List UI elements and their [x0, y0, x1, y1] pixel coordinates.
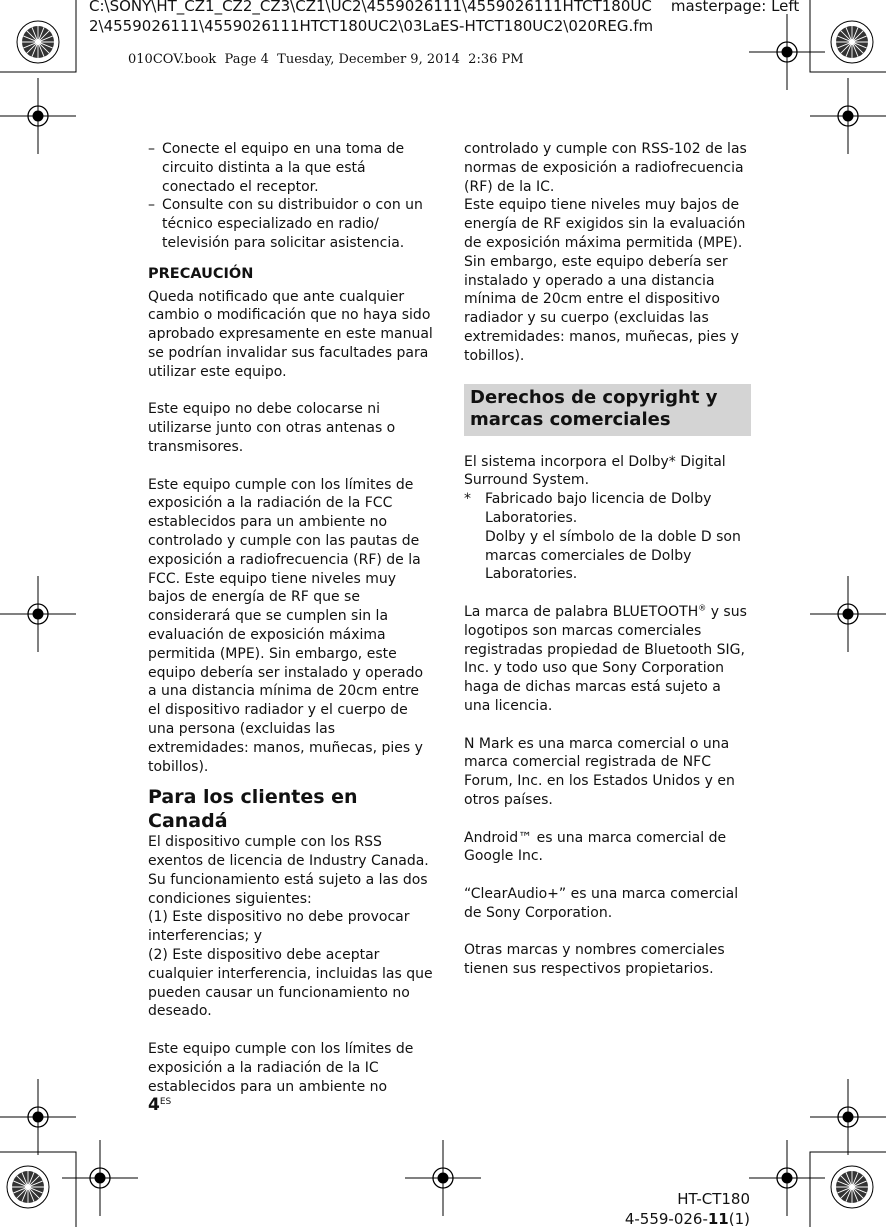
- paragraph: Queda notificado que ante cualquier cambio o modificación que no haya sido aprobado expresamente en este manual se podrían invalidar sus facultades para utilizar este equipo.: [148, 288, 433, 380]
- canada-heading: Para los clientes en Canadá: [148, 786, 358, 833]
- masterpage-label: masterpage: Left: [670, 0, 800, 15]
- paragraph: “ClearAudio+” es una marca comercial de Sony Corporation.: [464, 885, 739, 921]
- footnote-text: Dolby y el símbolo de la doble D son marcas comerciales de Dolby Laboratories.: [485, 528, 741, 583]
- file-path-header: [89, 0, 799, 36]
- paragraph: N Mark es una marca comercial o una marca comercial registrada de NFC Forum, Inc. en los Estados Unidos y en otros países.: [464, 735, 735, 808]
- paragraph: Android™ es una marca comercial de Google Inc.: [464, 829, 727, 865]
- model-number: HT-CT180: [677, 1190, 750, 1208]
- footnote-text: Fabricado bajo licencia de Dolby Laboratories.: [485, 491, 712, 526]
- part-code: 4-559-026-11(1): [624, 1210, 750, 1228]
- paragraph: controlado y cumple con RSS-102 de las normas de exposición a radiofrecuencia (RF) de la IC.: [464, 141, 747, 195]
- paragraph: El dispositivo cumple con los RSS exentos de licencia de Industry Canada. Su funcionamiento está sujeto a las dos condiciones siguientes:: [148, 834, 429, 907]
- paragraph: Este equipo no debe colocarse ni utilizarse junto con otras antenas o transmisores.: [148, 401, 396, 455]
- left-column: [148, 140, 435, 1096]
- book-info: 010COV.book Page 4 Tuesday, December 9, 2014 2:36 PM: [128, 52, 524, 67]
- right-column: [464, 140, 751, 979]
- paragraph: Este equipo cumple con los límites de exposición a la radiación de la IC establecidos para un ambiente no: [148, 1041, 414, 1095]
- path-line-2: 2\4559026111\4559026111HTCT180UC2\03LaES-HTCT180UC2\020REG.fm: [89, 17, 654, 35]
- footer-model-code: [625, 1189, 750, 1229]
- condition-item: (1) Este dispositivo no debe provocar interferencias; y: [148, 909, 410, 945]
- condition-item: (2) Este dispositivo debe aceptar cualquier interferencia, incluidas las que pueden causar un funcionamiento no deseado.: [148, 947, 433, 1020]
- section-heading-copyright: Derechos de copyright y marcas comerciales: [464, 384, 751, 436]
- paragraph-bluetooth: La marca de palabra BLUETOOTH® y sus logotipos son marcas comerciales registradas propiedad de Bluetooth SIG, Inc. y todo uso que Sony Corporation haga de dichas marcas está sujeto a una licencia.: [464, 603, 747, 714]
- bullet-item: – Consulte con su distribuidor o con un técnico especializado en radio/ televisión para solicitar asistencia.: [148, 196, 435, 252]
- page-number: $4^{ES}$: [148, 1095, 172, 1115]
- registered-mark: ®: [698, 603, 707, 613]
- paragraph: Este equipo tiene niveles muy bajos de energía de RF exigidos sin la evaluación de exposición máxima permitida (MPE). Sin embargo, este equipo debería ser instalado y operado a una distancia mínima de 20cm entre el dispositivo radiador y su cuerpo (excluidas las extremidades: manos, muñecas, pies y tobillos).: [464, 197, 746, 364]
- paragraph: El sistema incorpora el Dolby* Digital Surround System.: [464, 453, 726, 489]
- path-line-1: C:\SONY\HT_CZ1_CZ2_CZ3\CZ1\UC2\4559026111\4559026111HTCT180UC: [89, 0, 652, 15]
- footnote: [464, 490, 751, 584]
- precaucion-heading: PRECAUCIÓN: [148, 265, 254, 282]
- paragraph: Este equipo cumple con los límites de exposición a la radiación de la FCC establecidos para un ambiente no controlado y cumple con las pautas de exposición a radiofrecuencia (RF) de la FCC. Este equipo tiene niveles muy bajos de energía de RF que se considerará que se cumplen sin la evaluación de exposición máxima permitida (MPE). Sin embargo, este equipo debería ser instalado y operado a una distancia mínima de 20cm entre el dispositivo radiador y el cuerpo de una persona (excluidas las extremidades: manos, muñecas, pies y tobillos).: [148, 476, 424, 775]
- paragraph: Otras marcas y nombres comerciales tienen sus respectivos propietarios.: [464, 942, 725, 978]
- footnote-marker: *: [464, 491, 471, 508]
- bullet-item: – Conecte el equipo en una toma de circuito distinta a la que está conectado el receptor.: [148, 140, 435, 196]
